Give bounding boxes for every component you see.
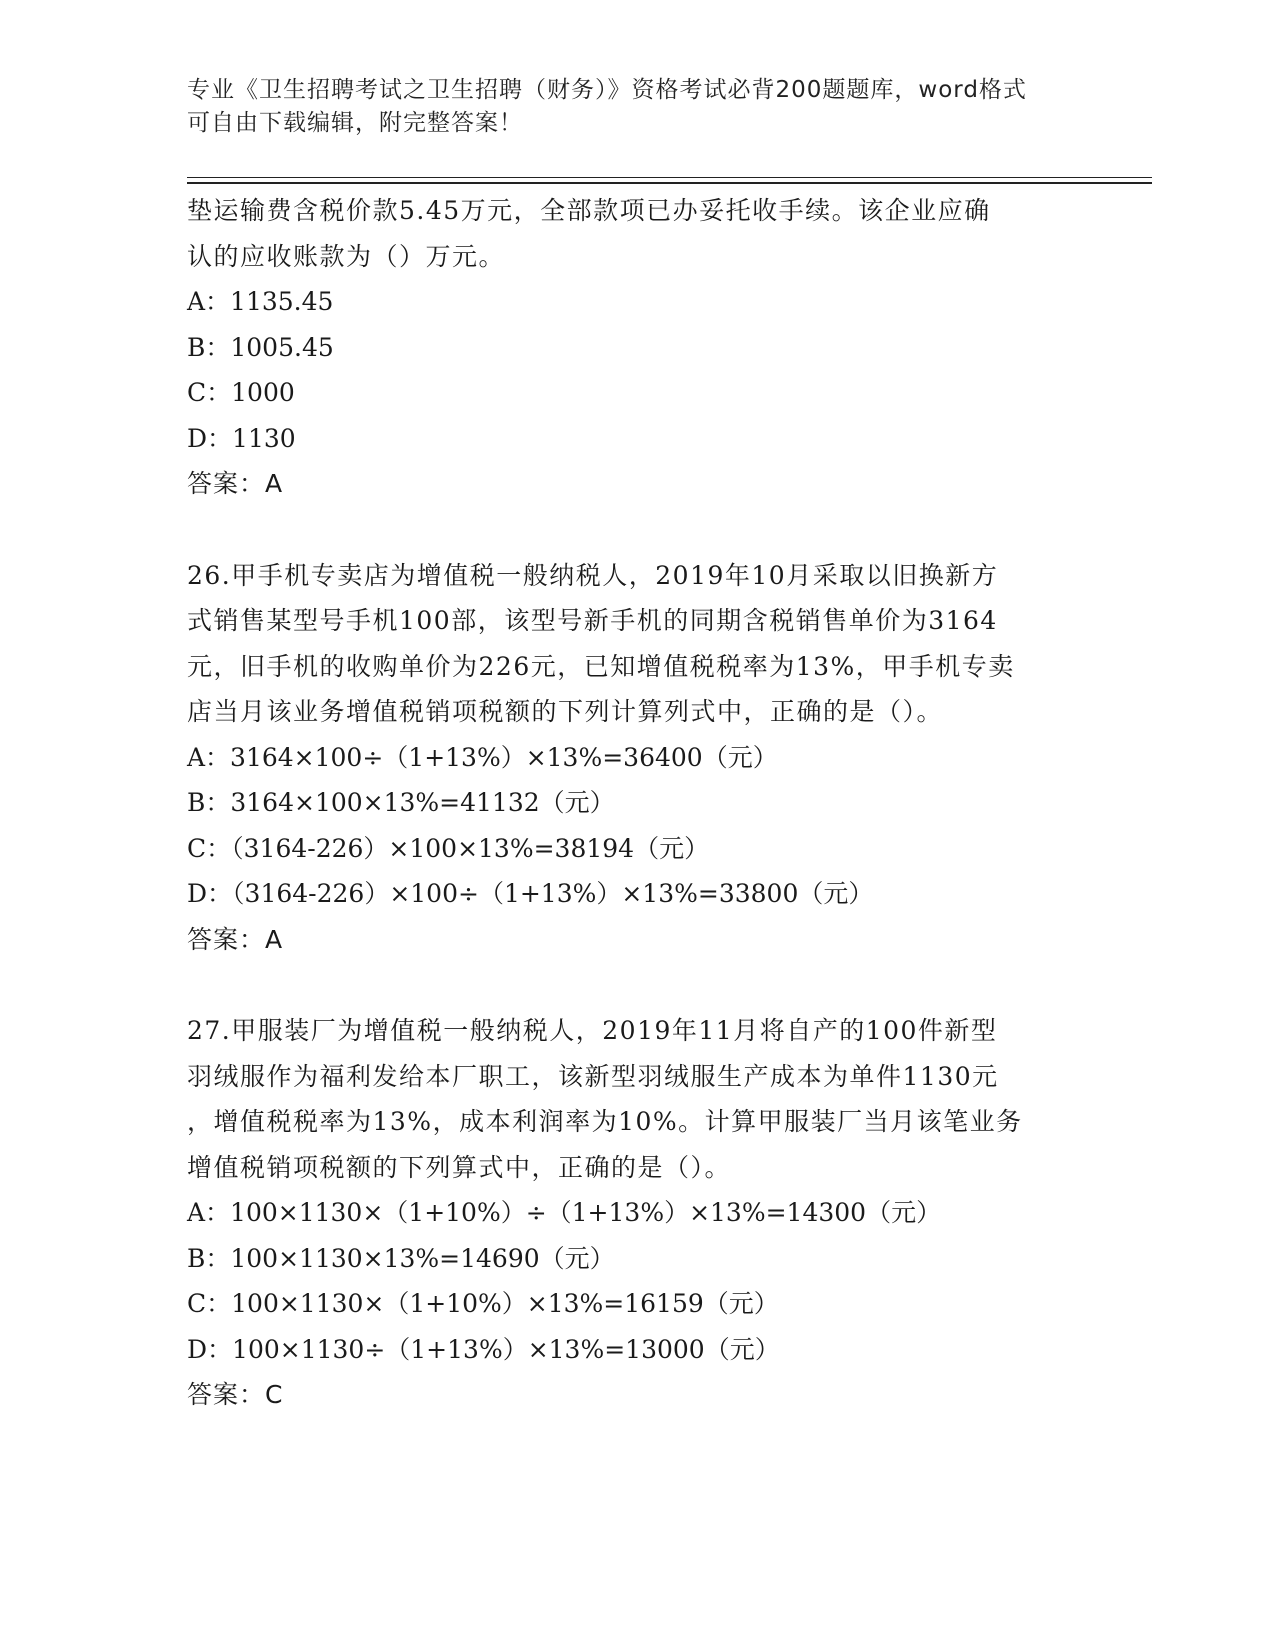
header-title-line-2: 可自由下载编辑，附完整答案！ [187, 110, 523, 136]
option-c: C：1000 [187, 378, 295, 407]
option-a: A：3164×100÷（1+13%）×13%=36400（元） [187, 742, 778, 772]
document-body [187, 188, 1087, 1418]
question-block [187, 1008, 1087, 1418]
spacer [187, 962, 1087, 1008]
option-b: B：1005.45 [187, 332, 334, 362]
option-c: C：（3164-226）×100×13%=38194（元） [187, 833, 710, 863]
option-c: C：100×1130×（1+10%）×13%=16159（元） [187, 1289, 779, 1318]
header-divider-thick [187, 182, 1152, 184]
header-divider-thin [187, 177, 1152, 178]
question-stem: 26.甲手机专卖店为增值税一般纳税人，2019年10月采取以旧换新方 式销售某型号手机100部，该型号新手机的同期含税销售单价为3164 元，旧手机的收购单价为226元，已知增值税税率为13%，甲手机专卖 店当月该业务增值税销项税额的下列计算列式中，正确的是（）。 [187, 560, 1015, 726]
question-block [187, 553, 1087, 963]
option-d: D：100×1130÷（1+13%）×13%=13000（元） [187, 1334, 780, 1364]
question-stem: 垫运输费含税价款5.45万元，全部款项已办妥托收手续。该企业应确 认的应收账款为（）万元。 [187, 196, 991, 271]
answer-line: 答案：A [187, 469, 284, 498]
option-a: A：100×1130×（1+10%）÷（1+13%）×13%=14300（元） [187, 1198, 942, 1227]
header-title-line-1: 专业《卫生招聘考试之卫生招聘（财务）》资格考试必背200题题库，word格式 [187, 77, 1027, 103]
option-b: B：100×1130×13%=14690（元） [187, 1243, 615, 1273]
option-b: B：3164×100×13%=41132（元） [187, 788, 615, 817]
answer-line: 答案：C [187, 1380, 284, 1409]
answer-line: 答案：A [187, 924, 284, 954]
option-a: A：1135.45 [187, 287, 334, 316]
document-header [187, 74, 1087, 140]
option-d: D：（3164-226）×100÷（1+13%）×13%=33800（元） [187, 879, 874, 908]
option-d: D：1130 [187, 423, 296, 453]
question-stem: 27.甲服装厂为增值税一般纳税人，2019年11月将自产的100件新型 羽绒服作为福利发给本厂职工，该新型羽绒服生产成本为单件1130元 ，增值税税率为13%，成本利润率为10%。计算甲服装厂当月该笔业务 增值税销项税额的下列算式中，正确的是（）。 [187, 1016, 1023, 1182]
spacer [187, 507, 1087, 553]
question-block [187, 188, 1087, 507]
